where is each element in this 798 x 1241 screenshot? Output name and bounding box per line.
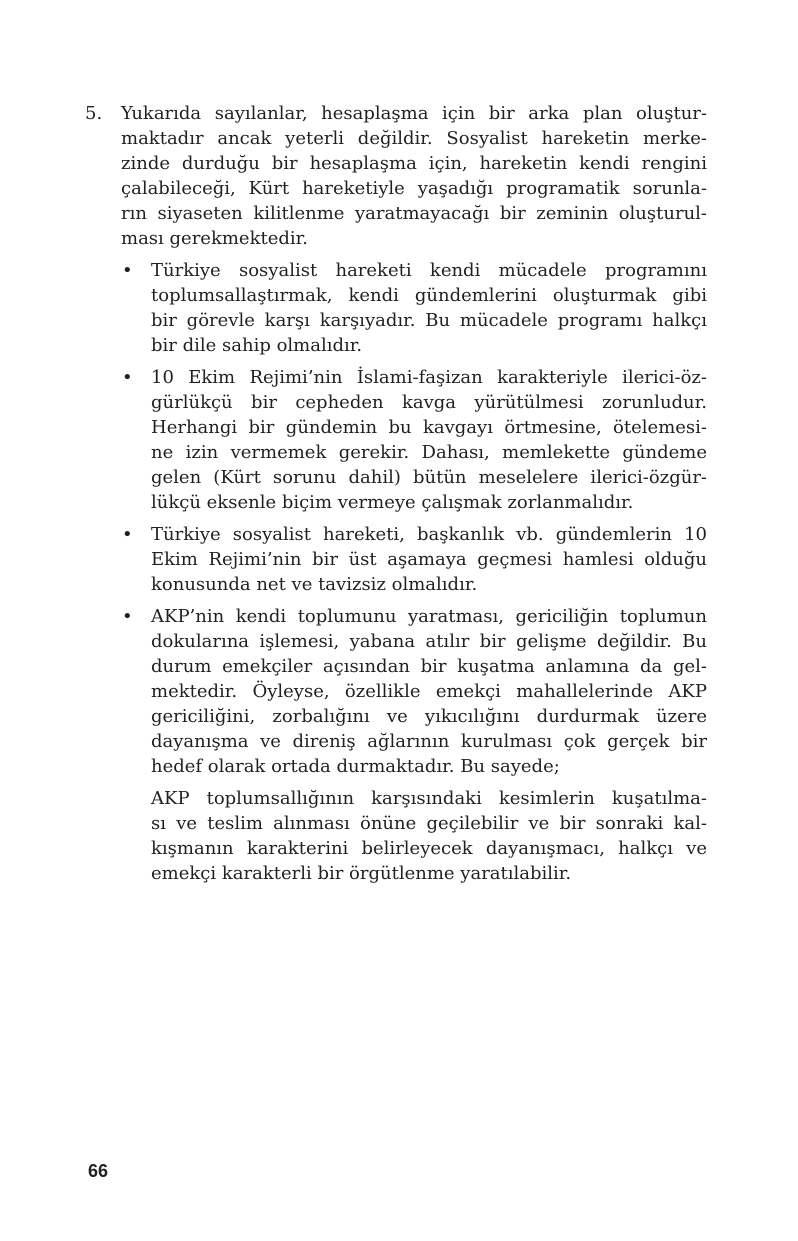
text-line: dayanışma ve direniş ağlarının kurulması çok gerçek bir xyxy=(151,731,707,752)
page-body-text xyxy=(85,101,707,886)
item-number: 5. xyxy=(85,103,103,124)
text-line: Yukarıda sayılanlar, hesaplaşma için bir arka plan oluştur- xyxy=(121,103,707,124)
text-line: dokularına işlemesi, yabana atılır bir gelişme değildir. Bu xyxy=(151,631,707,652)
numbered-item-text xyxy=(121,101,707,251)
closing-paragraph xyxy=(151,786,707,886)
text-line: zinde durduğu bir hesaplaşma için, hareketin kendi rengini xyxy=(121,153,707,174)
text-line: maktadır ancak yeterli değildir. Sosyalist hareketin merke- xyxy=(121,128,707,149)
bullet-item-text xyxy=(151,604,707,779)
bullet-icon: • xyxy=(122,260,133,281)
text-line: sı ve teslim alınması önüne geçilebilir ve bir sonraki kal- xyxy=(151,813,707,834)
text-line: ması gerekmektedir. xyxy=(121,228,308,249)
text-line: hedef olarak ortada durmaktadır. Bu sayede; xyxy=(151,756,560,777)
text-line: Türkiye sosyalist hareketi kendi mücadele programını xyxy=(151,260,707,281)
bullet-item-text xyxy=(151,522,707,597)
bullet-icon: • xyxy=(122,524,133,545)
text-line: Ekim Rejimi’nin bir üst aşamaya geçmesi hamlesi olduğu xyxy=(151,549,707,570)
bullet-icon: • xyxy=(122,367,133,388)
text-line: konusunda net ve tavizsiz olmalıdır. xyxy=(151,574,478,595)
text-line: AKP toplumsallığının karşısındaki kesimlerin kuşatılma- xyxy=(151,788,707,809)
text-line: rın siyaseten kilitlenme yaratmayacağı bir zeminin oluşturul- xyxy=(121,203,707,224)
text-line: bir dile sahip olmalıdır. xyxy=(151,335,363,356)
bullet-item-text xyxy=(151,258,707,358)
text-line: kışmanın karakterini belirleyecek dayanışmacı, halkçı ve xyxy=(151,838,707,859)
text-line: bir görevle karşı karşıyadır. Bu mücadele programı halkçı xyxy=(151,310,707,331)
text-line: 10 Ekim Rejimi’nin İslami-faşizan karakteriyle ilerici-öz- xyxy=(151,367,707,388)
text-line: ne izin vermemek gerekir. Dahası, memlekette gündeme xyxy=(151,442,707,463)
text-line: çalabileceği, Kürt hareketiyle yaşadığı programatik sorunla- xyxy=(121,178,707,199)
numbered-item-5 xyxy=(85,101,707,251)
bullet-item xyxy=(85,365,707,515)
bullet-item xyxy=(85,522,707,597)
text-line: Herhangi bir gündemin bu kavgayı örtmesine, ötelemesi- xyxy=(151,417,707,438)
text-line: gürlükçü bir cepheden kavga yürütülmesi zorunludur. xyxy=(151,392,707,413)
text-line: gericiliğini, zorbalığını ve yıkıcılığını durdurmak üzere xyxy=(151,706,707,727)
page-number: 66 xyxy=(88,1161,109,1181)
text-line: toplumsallaştırmak, kendi gündemlerini oluşturmak gibi xyxy=(151,285,707,306)
bullet-item xyxy=(85,258,707,358)
text-line: durum emekçiler açısından bir kuşatma anlamına da gel- xyxy=(151,656,707,677)
text-line: AKP’nin kendi toplumunu yaratması, gericiliğin toplumun xyxy=(151,606,707,627)
bullet-item-text xyxy=(151,365,707,515)
text-line: mektedir. Öyleyse, özellikle emekçi mahallelerinde AKP xyxy=(151,681,707,702)
bullet-item xyxy=(85,604,707,779)
text-line: lükçü eksenle biçim vermeye çalışmak zorlanmalıdır. xyxy=(151,492,634,513)
text-line: Türkiye sosyalist hareketi, başkanlık vb. gündemlerin 10 xyxy=(151,524,707,545)
bullet-icon: • xyxy=(122,606,133,627)
text-line: gelen (Kürt sorunu dahil) bütün meselelere ilerici-özgür- xyxy=(151,467,707,488)
text-line: emekçi karakterli bir örgütlenme yaratılabilir. xyxy=(151,863,572,884)
